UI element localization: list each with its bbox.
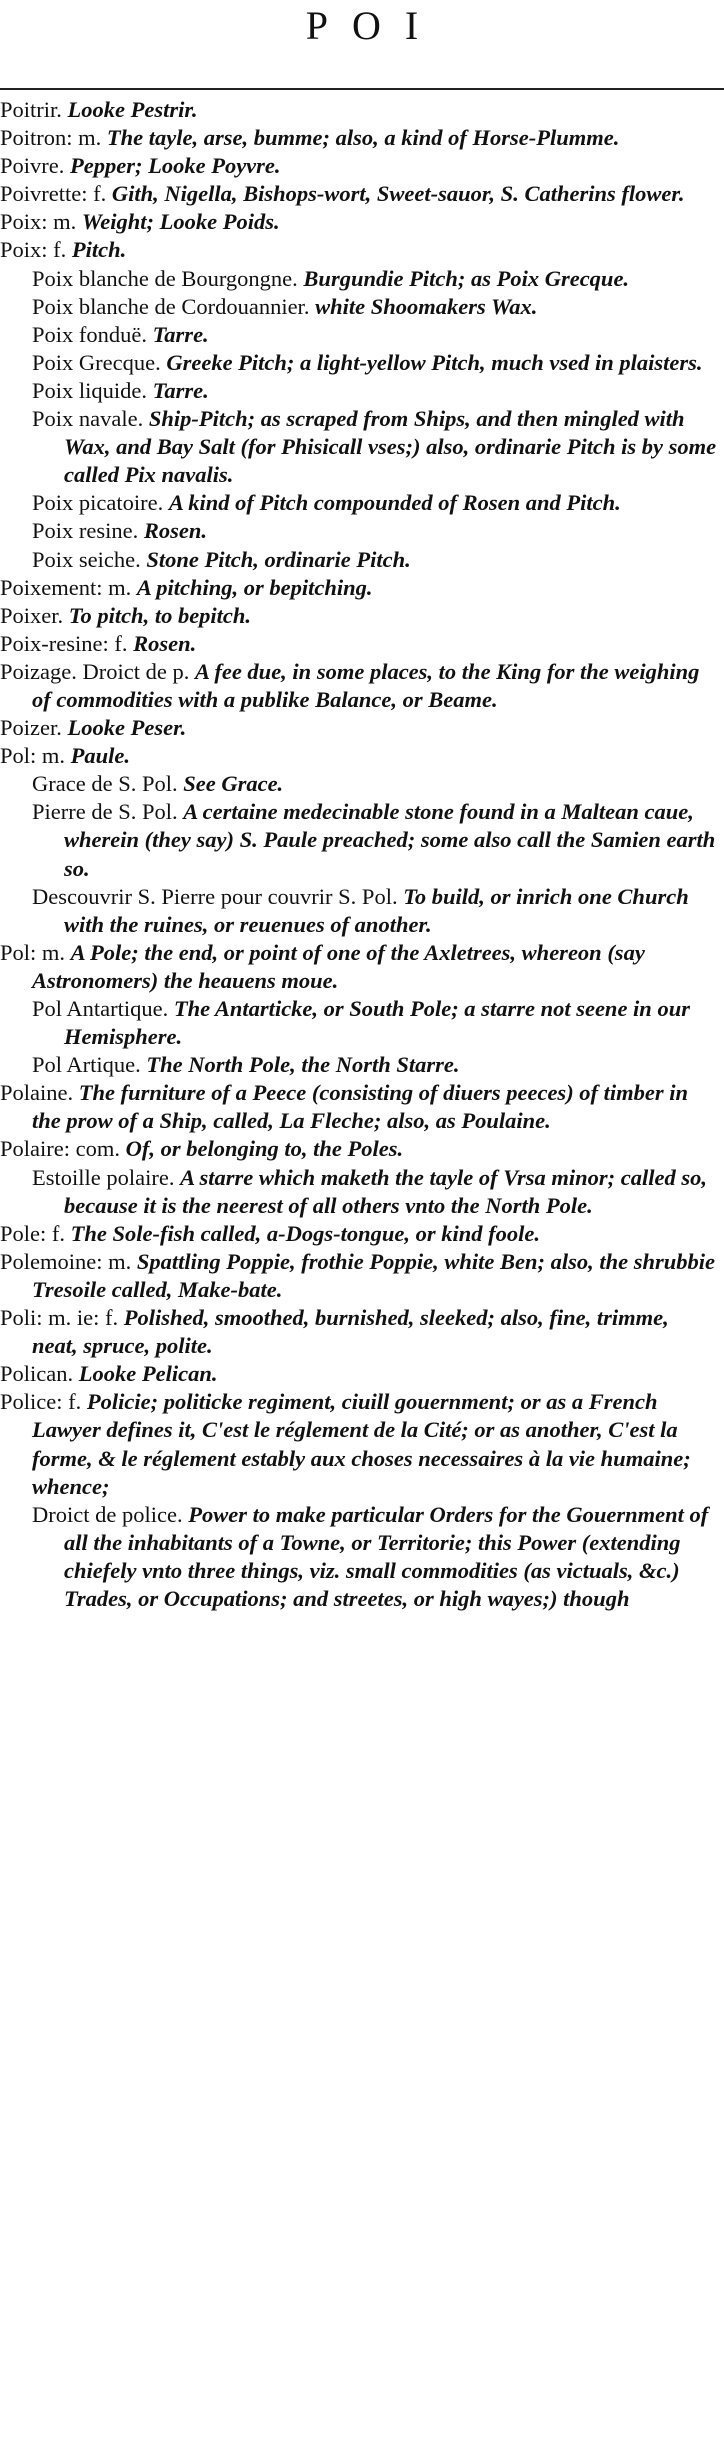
entry-translation: A certaine medecinable stone found in a Maltean caue, wherein (they say) S. Paule preached; some also call the Samien earth so.	[64, 799, 716, 881]
dictionary-entry	[0, 1304, 718, 1360]
entry-headword: Poivre.	[0, 153, 65, 179]
entry-headword: Estoille polaire.	[32, 1164, 175, 1190]
dictionary-entry	[0, 602, 718, 630]
entry-headword: Poixement: m.	[0, 574, 132, 600]
entry-headword: Pol: m.	[0, 743, 66, 769]
dictionary-entry	[0, 1388, 718, 1500]
entry-translation: Power to make particular Orders for the Gouernment of all the inhabitants of a Towne, or Territorie; this Power (extending chiefely vnto three things, viz. small commodities (as victuals, &c.) Trades, or Occupations; and streetes, or high wayes;) though	[64, 1501, 709, 1611]
entry-headword: Police: f.	[0, 1389, 82, 1415]
dictionary-entry	[0, 658, 718, 714]
entry-translation: Of, or belonging to, the Poles.	[125, 1136, 404, 1162]
dictionary-entry	[0, 714, 718, 742]
dictionary-entry	[0, 236, 718, 264]
dictionary-entry	[0, 1360, 718, 1388]
entry-headword: Grace de S. Pol.	[32, 771, 178, 797]
entry-translation: To build, or inrich one Church with the ruines, or reuenues of another.	[64, 883, 689, 937]
sub-entry	[0, 883, 718, 939]
entry-headword: Poix: m.	[0, 209, 77, 235]
entry-translation: Paule.	[70, 743, 131, 769]
entry-translation: Gith, Nigella, Bishops-wort, Sweet-sauor, S. Catherins flower.	[111, 181, 685, 207]
entry-headword: Pierre de S. Pol.	[32, 799, 178, 825]
running-head: POI	[305, 3, 443, 48]
entry-headword: Poitron: m.	[0, 125, 102, 151]
entry-headword: Poitrir.	[0, 97, 62, 122]
sub-entry	[0, 321, 718, 349]
entry-translation: white Shoomakers Wax.	[315, 293, 538, 319]
entry-headword: Poix fonduë.	[32, 321, 147, 347]
entry-translation: A Pole; the end, or point of one of the Axletrees, whereon (say Astronomers) the heauens moue.	[32, 939, 645, 993]
dictionary-entry	[0, 1135, 718, 1163]
entry-translation: Burgundie Pitch; as Poix Grecque.	[303, 265, 630, 291]
entry-translation: A fee due, in some places, to the King for the weighing of commodities with a publike Balance, or Beame.	[32, 658, 700, 712]
entry-headword: Polican.	[0, 1361, 74, 1387]
entry-headword: Poix blanche de Bourgongne.	[32, 265, 298, 291]
sub-entry	[0, 293, 718, 321]
entry-translation: To pitch, to bepitch.	[68, 602, 252, 628]
dictionary-entry	[0, 1220, 718, 1248]
entry-translation: The Antarticke, or South Pole; a starre not seene in our Hemisphere.	[64, 996, 690, 1050]
dictionary-entry	[0, 939, 718, 995]
dictionary-entry	[0, 630, 718, 658]
sub-entry	[0, 770, 718, 798]
entry-translation: Ship-Pitch; as scraped from Ships, and then mingled with Wax, and Bay Salt (for Phisicall vses;) also, ordinarie Pitch is by some called Pix navalis.	[64, 406, 717, 488]
dictionary-entry	[0, 152, 718, 180]
dictionary-entry	[0, 124, 718, 152]
entry-translation: Greeke Pitch; a light-yellow Pitch, much vsed in plaisters.	[166, 349, 703, 375]
entry-translation: Pitch.	[71, 237, 127, 263]
entry-headword: Poli: m. ie: f.	[0, 1305, 119, 1331]
entry-headword: Poix: f.	[0, 237, 67, 263]
entry-translation: Policie; politicke regiment, ciuill gouernment; or as a French Lawyer defines it, C'est le réglement de la Cité; or as another, C'est la forme, & le réglement estably aux choses necessaires à la vie humaine; whence;	[32, 1389, 691, 1499]
entry-headword: Polaire: com.	[0, 1136, 120, 1162]
entry-list	[0, 96, 718, 1613]
entry-headword: Pol Artique.	[32, 1052, 141, 1078]
sub-entry	[0, 1051, 718, 1079]
entry-translation: Looke Pelican.	[78, 1361, 218, 1387]
entry-headword: Poix navale.	[32, 406, 144, 432]
dictionary-entry	[0, 208, 718, 236]
entry-translation: The furniture of a Peece (consisting of diuers peeces) of timber in the prow of a Ship, called, La Fleche; also, as Poulaine.	[32, 1080, 689, 1134]
dictionary-entry	[0, 742, 718, 770]
header-rule	[0, 88, 724, 90]
dictionary-entry	[0, 574, 718, 602]
entry-translation: Spattling Poppie, frothie Poppie, white Ben; also, the shrubbie Tresoile called, Make-bate.	[32, 1248, 716, 1302]
entry-headword: Poix resine.	[32, 518, 139, 544]
sub-entry	[0, 405, 718, 489]
entry-headword: Poixer.	[0, 602, 64, 628]
entry-translation: Rosen.	[133, 630, 197, 656]
entry-headword: Pol Antartique.	[32, 996, 169, 1021]
entry-headword: Droict de police.	[32, 1501, 183, 1527]
sub-entry	[0, 995, 718, 1051]
sub-entry	[0, 546, 718, 574]
dictionary-entry	[0, 1248, 718, 1304]
sub-entry	[0, 517, 718, 545]
sub-entry	[0, 265, 718, 293]
entry-translation: Tarre.	[152, 377, 209, 403]
entry-translation: Pepper; Looke Poyvre.	[70, 153, 281, 179]
entry-headword: Poix picatoire.	[32, 490, 164, 516]
entry-headword: Poizer.	[0, 715, 62, 741]
sub-entry	[0, 1164, 718, 1220]
dictionary-entry	[0, 1079, 718, 1135]
entry-translation: The Sole-fish called, a-Dogs-tongue, or kind foole.	[70, 1220, 540, 1246]
entry-headword: Pol: m.	[0, 939, 66, 965]
entry-translation: The North Pole, the North Starre.	[146, 1052, 460, 1078]
entry-headword: Poizage. Droict de p.	[0, 658, 190, 684]
dictionary-entry	[0, 180, 718, 208]
sub-entry	[0, 349, 718, 377]
entry-headword: Polaine.	[0, 1080, 74, 1106]
entry-translation: Looke Pestrir.	[67, 97, 198, 122]
entry-headword: Pole: f.	[0, 1220, 65, 1246]
entry-translation: A kind of Pitch compounded of Rosen and Pitch.	[168, 490, 621, 516]
entry-translation: Rosen.	[143, 518, 208, 544]
sub-entry	[0, 1501, 718, 1613]
entry-headword: Poix liquide.	[32, 377, 148, 403]
entry-translation: A starre which maketh the tayle of Vrsa minor; called so, because it is the neerest of all others vnto the North Pole.	[64, 1164, 708, 1218]
entry-translation: See Grace.	[183, 771, 284, 797]
entry-headword: Poix Grecque.	[32, 349, 161, 375]
sub-entry	[0, 377, 718, 405]
entry-translation: Looke Peser.	[67, 715, 187, 741]
sub-entry	[0, 489, 718, 517]
entry-translation: Polished, smoothed, burnished, sleeked; also, fine, trimme, neat, spruce, polite.	[32, 1305, 669, 1359]
entry-headword: Descouvrir S. Pierre pour couvrir S. Pol.	[32, 883, 398, 909]
entry-translation: Tarre.	[152, 321, 209, 347]
sub-entry	[0, 798, 718, 882]
entry-headword: Poix-resine: f.	[0, 630, 128, 656]
entry-translation: Stone Pitch, ordinarie Pitch.	[146, 546, 411, 572]
entry-translation: Weight; Looke Poids.	[81, 209, 280, 235]
entry-translation: A pitching, or bepitching.	[136, 574, 373, 600]
entry-headword: Poix blanche de Cordouannier.	[32, 293, 310, 319]
entry-headword: Poivrette: f.	[0, 181, 107, 207]
entry-headword: Polemoine: m.	[0, 1248, 132, 1274]
entry-translation: The tayle, arse, bumme; also, a kind of Horse-Plumme.	[106, 125, 620, 151]
dictionary-entry	[0, 96, 718, 124]
entry-headword: Poix seiche.	[32, 546, 141, 572]
